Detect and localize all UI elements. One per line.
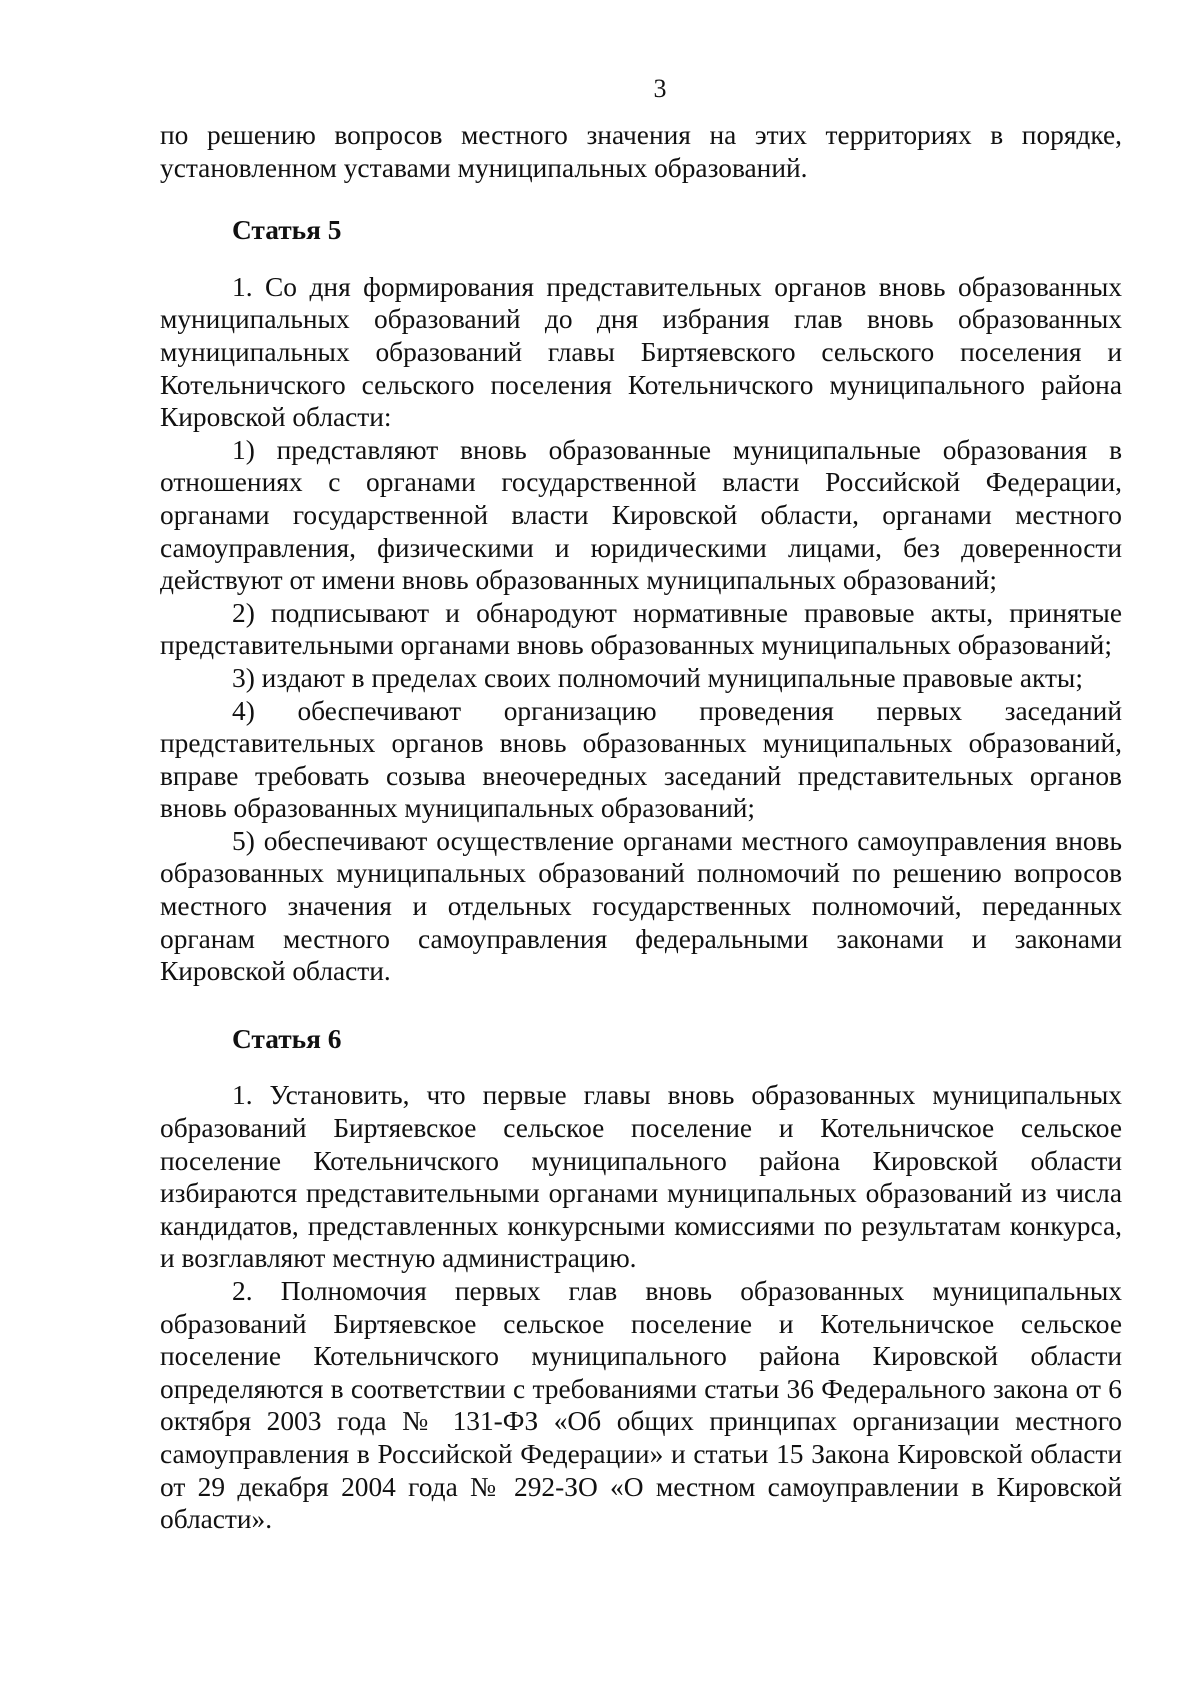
article-5-item-1: 1. Со дня формирования представительных органов вновь образованных муниципальных образований до дня избрания глав вновь образованных муниципальных образований главы Биртяевского сельского поселения и Котельничского сельского поселения Котельничского муниципального района Кировской области:: [160, 271, 1122, 433]
article-5-subitem-4: 4) обеспечивают организацию проведения первых заседаний представительных органов вновь образованных муниципальных образований, вправе требовать созыва внеочередных заседаний представительных органов вновь образованных муниципальных образований;: [160, 695, 1122, 824]
page-number: 3: [653, 74, 667, 103]
document-body: [160, 119, 1122, 1536]
article-5-subitem-1: 1) представляют вновь образованные муниципальные образования в отношениях с органами государственной власти Российской Федерации, органами государственной власти Кировской области, органами местного самоуправления, физическими и юридическими лицами, без доверенности действуют от имени вновь образованных муниципальных образований;: [160, 434, 1122, 596]
article-5-subitem-2: 2) подписывают и обнародуют нормативные правовые акты, принятые представительными органами вновь образованных муниципальных образований;: [160, 597, 1122, 661]
article-5-subitem-3: 3) издают в пределах своих полномочий муниципальные правовые акты;: [232, 662, 1083, 693]
article-6-item-2: 2. Полномочия первых глав вновь образованных муниципальных образований Биртяевское сельское поселение и Котельничское сельское поселение Котельничского муниципального района Кировской области определяются в соответствии с требованиями статьи 36 Федерального закона от 6 октября 2003 года № 131-ФЗ «Об общих принципах организации местного самоуправления в Российской Федерации» и статьи 15 Закона Кировской области от 29 декабря 2004 года № 292-ЗО «О местном самоуправлении в Кировской области».: [160, 1276, 1122, 1535]
article-6-heading: Статья 6: [232, 1023, 342, 1054]
article-5-heading: Статья 5: [232, 215, 342, 246]
article-6-item-1: 1. Установить, что первые главы вновь образованных муниципальных образований Биртяевское сельское поселение и Котельничское сельское поселение Котельничского муниципального района Кировской области избираются представительными органами муниципальных образований из числа кандидатов, представленных конкурсными комиссиями по результатам конкурса, и возглавляют местную администрацию.: [160, 1080, 1122, 1274]
article-5-subitem-5: 5) обеспечивают осуществление органами местного самоуправления вновь образованных муниципальных образований полномочий по решению вопросов местного значения и отдельных государственных полномочий, переданных органам местного самоуправления федеральными законами и законами Кировской области.: [160, 825, 1122, 987]
intro-paragraph: по решению вопросов местного значения на этих территориях в порядке, установленном уставами муниципальных образований.: [160, 120, 1122, 183]
